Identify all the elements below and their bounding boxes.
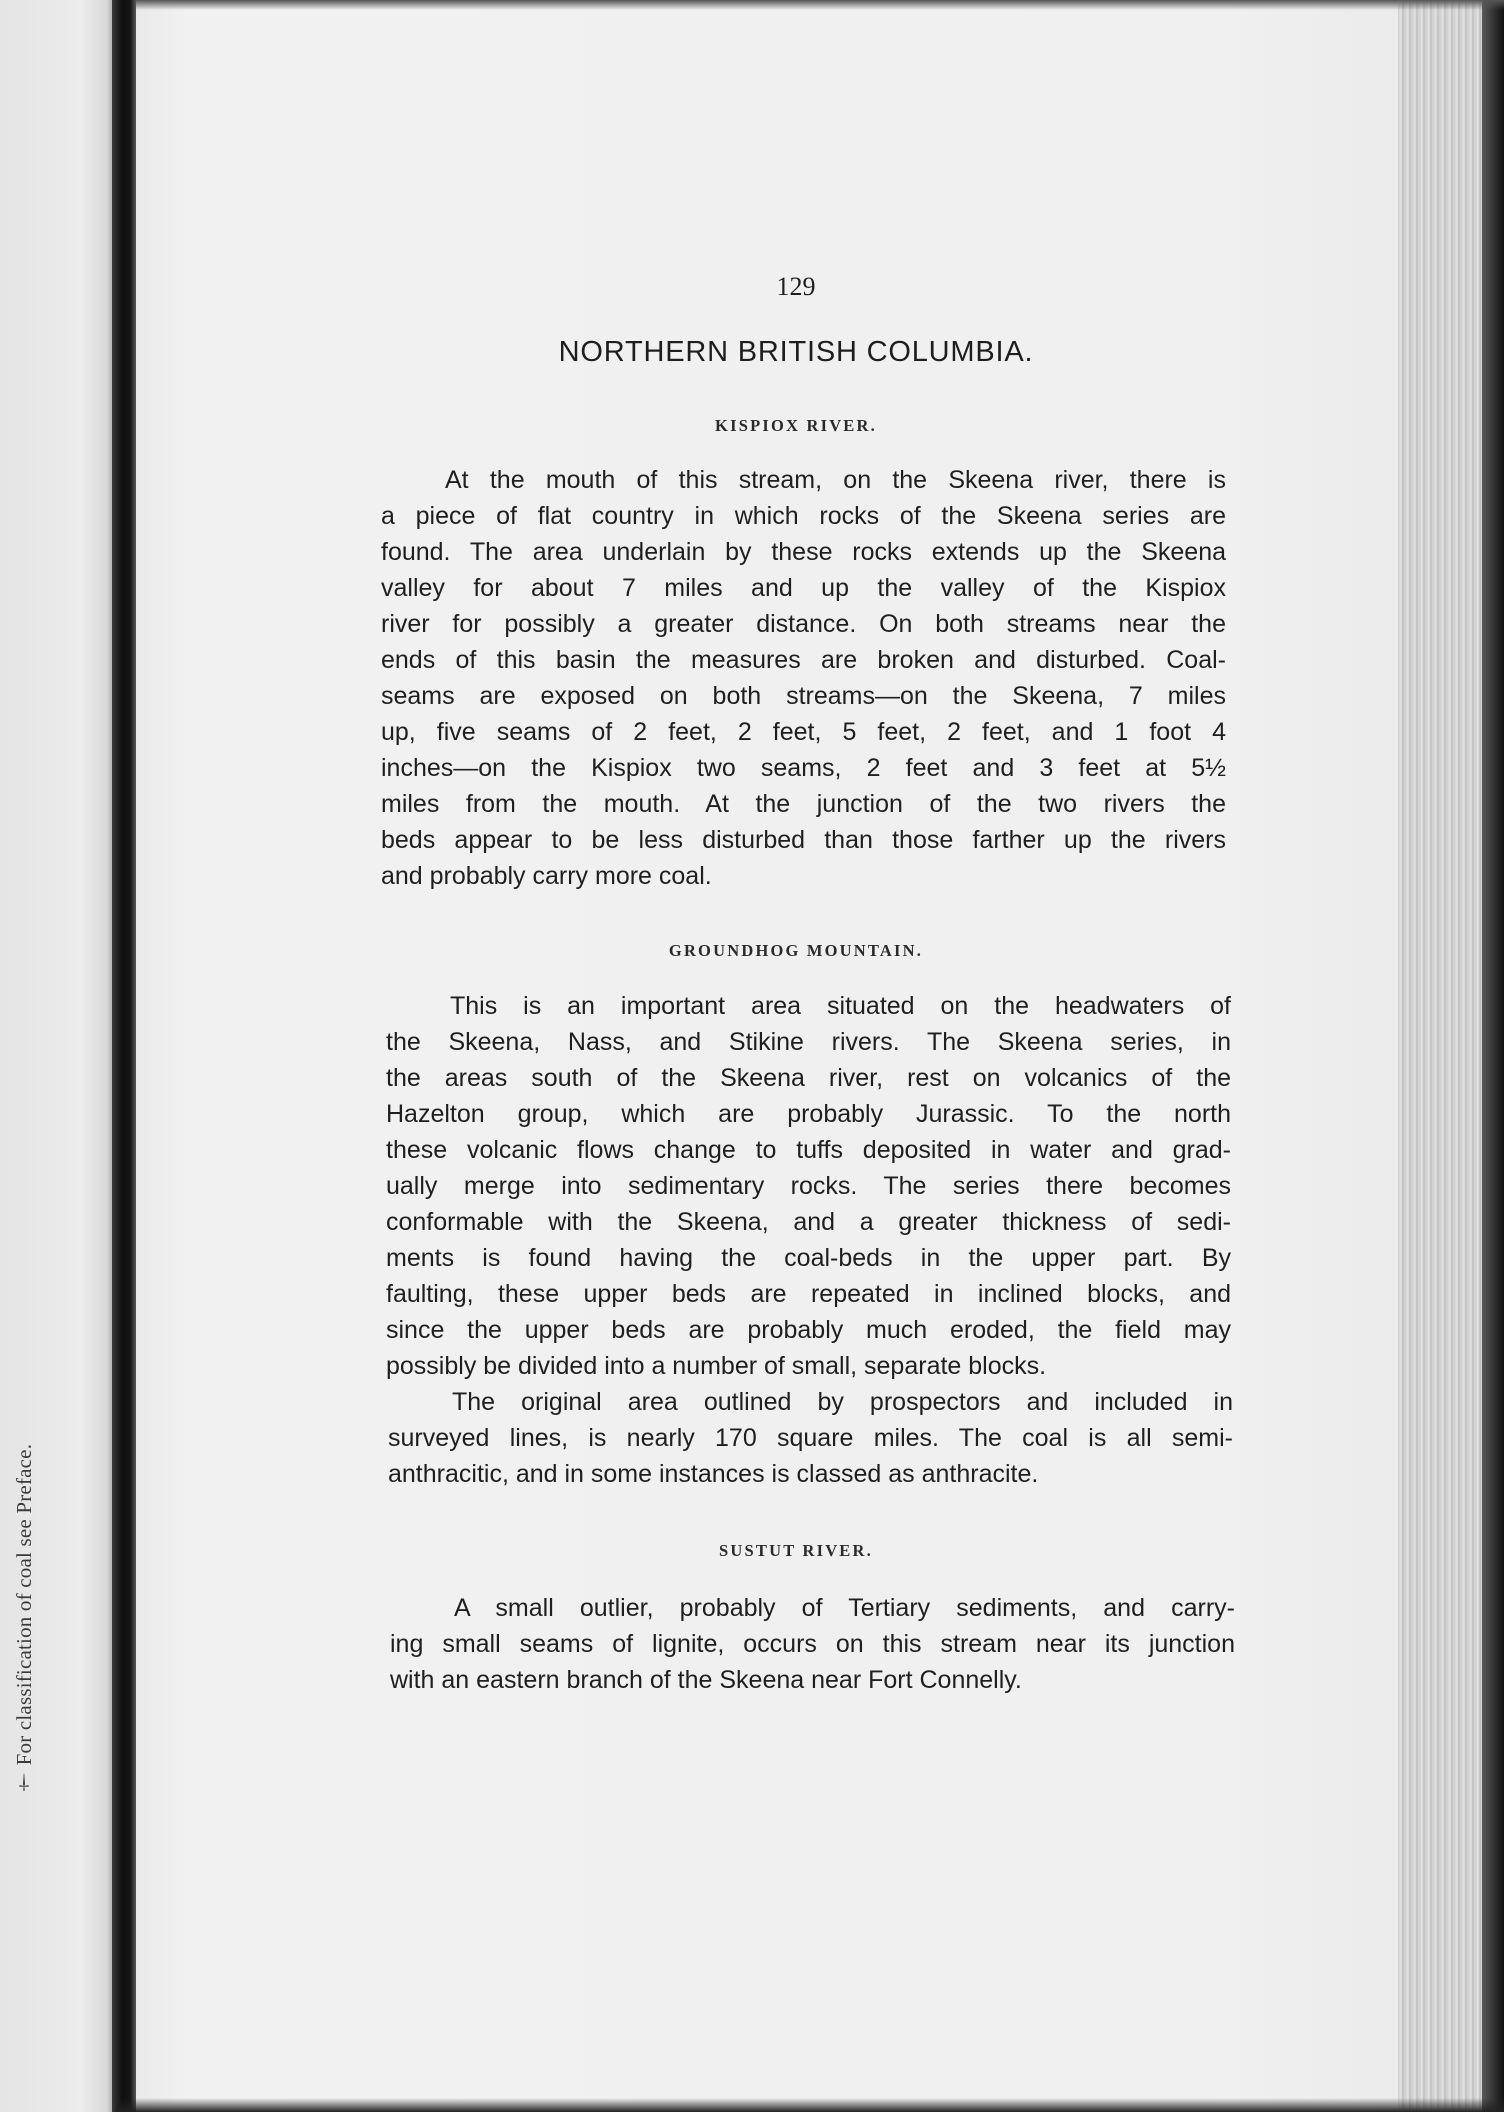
- text-line: At the mouth of this stream, on the Skeena river, there is: [445, 466, 1226, 494]
- text-line: miles from the mouth. At the junction of the two rivers the: [381, 790, 1226, 818]
- text-line: a piece of flat country in which rocks of the Skeena series are: [381, 502, 1226, 530]
- bottom-shadow: [116, 2098, 1504, 2112]
- text-line: Hazelton group, which are probably Jurassic. To the north: [386, 1100, 1231, 1128]
- text-line: the areas south of the Skeena river, rest on volcanics of the: [386, 1064, 1231, 1092]
- text-line: the Skeena, Nass, and Stikine rivers. The Skeena series, in: [386, 1028, 1231, 1056]
- paragraph-groundhog-1: [386, 988, 1231, 1384]
- text-line: A small outlier, probably of Tertiary sediments, and carry-: [454, 1594, 1235, 1622]
- text-line: ends of this basin the measures are broken and disturbed. Coal-: [381, 646, 1226, 674]
- text-line: since the upper beds are probably much eroded, the field may: [386, 1316, 1231, 1344]
- top-shadow: [136, 0, 1504, 10]
- text-line: valley for about 7 miles and up the valley of the Kispiox: [381, 574, 1226, 602]
- text-line: possibly be divided into a number of small, separate blocks.: [386, 1352, 1047, 1380]
- text-line: ually merge into sedimentary rocks. The series there becomes: [386, 1172, 1231, 1200]
- text-line: This is an important area situated on the headwaters of: [450, 992, 1231, 1020]
- section-heading-groundhog: GROUNDHOG MOUNTAIN.: [668, 941, 924, 960]
- book-page: [136, 0, 1406, 2112]
- text-line: river for possibly a greater distance. On both streams near the: [381, 610, 1226, 638]
- text-line: ing small seams of lignite, occurs on this stream near its junction: [390, 1630, 1235, 1658]
- text-line: conformable with the Skeena, and a greater thickness of sedi-: [386, 1208, 1231, 1236]
- page-edge: [1398, 0, 1504, 2112]
- text-line: found. The area underlain by these rocks extends up the Skeena: [381, 538, 1226, 566]
- book-gutter: [112, 0, 138, 2112]
- text-line: these volcanic flows change to tuffs deposited in water and grad-: [386, 1136, 1231, 1164]
- text-line: faulting, these upper beds are repeated in inclined blocks, and: [386, 1280, 1231, 1308]
- text-line: with an eastern branch of the Skeena near Fort Connelly.: [390, 1666, 1022, 1694]
- page-number: 129: [776, 272, 816, 301]
- margin-footnote: † For classification of coal see Preface.: [12, 1443, 36, 1795]
- facing-page: [0, 0, 116, 2112]
- section-heading-sustut: SUSTUT RIVER.: [719, 1541, 873, 1560]
- text-line: surveyed lines, is nearly 170 square miles. The coal is all semi-: [388, 1424, 1233, 1452]
- text-line: beds appear to be less disturbed than those farther up the rivers: [381, 826, 1226, 854]
- text-line: and probably carry more coal.: [381, 862, 712, 890]
- text-line: anthracitic, and in some instances is classed as anthracite.: [388, 1460, 1039, 1488]
- text-line: The original area outlined by prospectors and included in: [452, 1388, 1233, 1416]
- paragraph-sustut: [390, 1590, 1235, 1698]
- paragraph-kispiox: [381, 462, 1226, 894]
- text-line: inches—on the Kispiox two seams, 2 feet and 3 feet at 5½: [381, 754, 1226, 782]
- paragraph-groundhog-2: [388, 1384, 1233, 1492]
- text-line: seams are exposed on both streams—on the Skeena, 7 miles: [381, 682, 1226, 710]
- text-line: ments is found having the coal-beds in the upper part. By: [386, 1244, 1231, 1272]
- text-line: up, five seams of 2 feet, 2 feet, 5 feet, 2 feet, and 1 foot 4: [381, 718, 1226, 746]
- chapter-title: NORTHERN BRITISH COLUMBIA.: [558, 336, 1034, 368]
- section-heading-kispiox: KISPIOX RIVER.: [715, 416, 877, 435]
